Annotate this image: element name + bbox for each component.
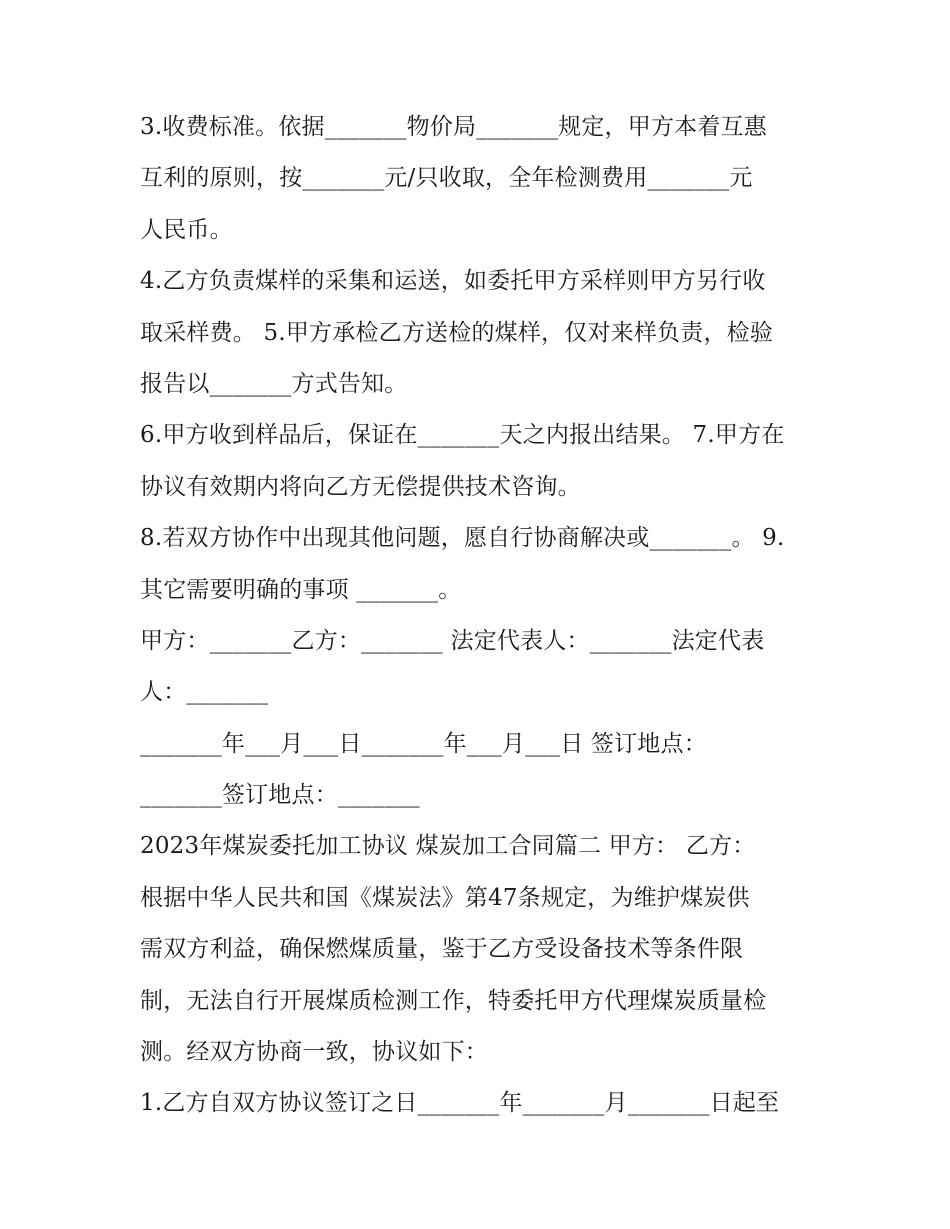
text-line: _______年___月___日_______年___月___日 签订地点： [140, 730, 707, 757]
text-line: 根据中华人民共和国《煤炭法》第47条规定，为维护煤炭供 [140, 884, 750, 911]
text-line: 取采样费。 5.甲方承检乙方送检的煤样，仅对来样负责，检验 [140, 319, 774, 346]
text-line: 8.若双方协作中出现其他问题，愿自行协商解决或_______。 9. [140, 525, 785, 552]
text-line: 甲方：_______乙方：_______ 法定代表人：_______法定代表 [140, 627, 765, 654]
text-line: 3.收费标准。依据_______物价局_______规定，甲方本着互惠 [140, 114, 767, 140]
text-line: 测。经双方协商一致，协议如下： [140, 1039, 488, 1066]
text-line: _______签订地点：_______ [140, 782, 420, 809]
text-line: 4.乙方负责煤样的采集和运送，如委托甲方采样则甲方另行收 [140, 268, 766, 295]
text-line: 6.甲方收到样品后，保证在_______天之内报出结果。 7.甲方在 [140, 422, 785, 449]
text-line: 2023年煤炭委托加工协议 煤炭加工合同篇二 甲方： 乙方： [140, 833, 756, 860]
text-line: 需双方利益，确保燃煤质量，鉴于乙方受设备技术等条件限 [140, 936, 744, 963]
text-line: 协议有效期内将向乙方无偿提供技术咨询。 [140, 473, 581, 500]
text-line: 制，无法自行开展煤质检测工作，特委托甲方代理煤炭质量检 [140, 987, 767, 1014]
text-line: 报告以_______方式告知。 [140, 370, 408, 397]
text-line: 互利的原则，按_______元/只收取，全年检测费用_______元 [140, 165, 753, 192]
text-line: 1.乙方自双方协议签订之日_______年_______月_______日起至 [140, 1090, 780, 1117]
text-line: 人：_______ [140, 679, 269, 706]
text-line: 人民币。 [140, 216, 233, 243]
document-page [140, 102, 820, 1130]
text-line: 其它需要明确的事项 _______。 [140, 576, 462, 603]
